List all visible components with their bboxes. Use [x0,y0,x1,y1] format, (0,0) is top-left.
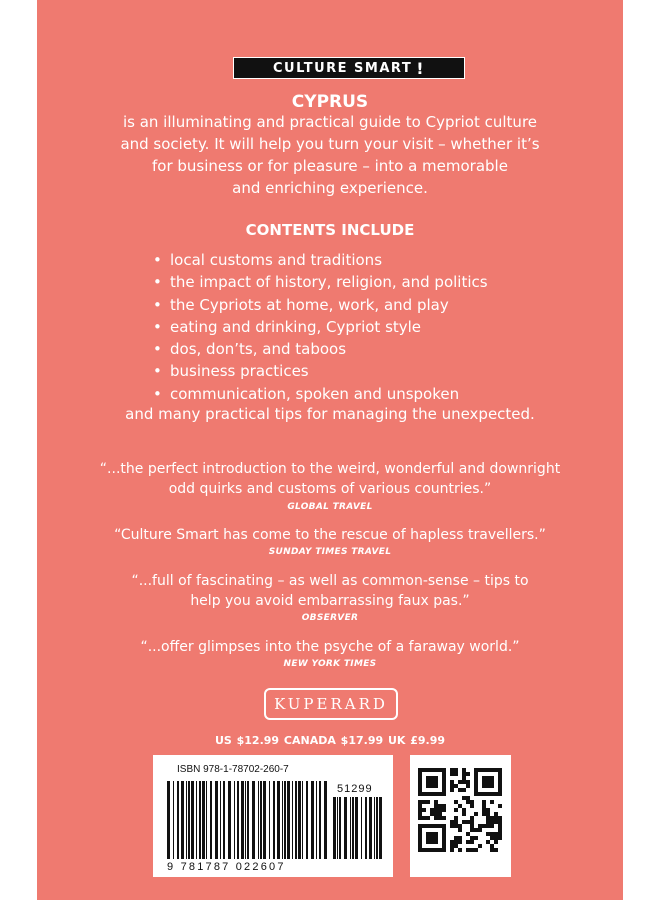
review-quote [67,525,593,545]
quote-line: “Culture Smart has come to the rescue of hapless travellers.” [114,527,546,543]
barcode-panel [153,755,393,877]
quote-source: OBSERVER [301,613,359,623]
contents-list [153,249,488,405]
quote-line: “...full of fascinating – as well as common-sense – tips to [131,573,529,589]
publisher-logo: KUPERARD [264,688,398,720]
review-quote [67,637,593,657]
intro-line: and enriching experience. [232,179,428,197]
contents-item: • business practices [153,360,488,382]
ean-digits: 9 781787 022607 [167,861,286,873]
quote-source: NEW YORK TIMES [283,659,377,669]
intro-line: and society. It will help you turn your visit – whether it’s [120,135,540,153]
brand-exclamation: ! [416,58,426,78]
contents-item: • local customs and traditions [153,249,488,271]
intro-line: is an illuminating and practical guide to Cypriot culture [122,113,538,131]
quote-source: GLOBAL TRAVEL [287,502,373,512]
addon-barcode-icon [333,797,383,859]
back-cover [37,0,623,900]
closing-line: and many practical tips for managing the unexpected. [125,405,535,423]
contents-item: • eating and drinking, Cypriot style [153,316,488,338]
contents-item: • the impact of history, religion, and politics [153,271,488,293]
contents-heading: CONTENTS INCLUDE [245,221,415,239]
price-line: US $12.99 CANADA $17.99 UK £9.99 [214,734,446,747]
qr-panel [410,755,511,877]
barcode-icon [167,781,327,859]
review-quote [67,571,593,611]
contents-item: • the Cypriots at home, work, and play [153,294,488,316]
quote-line: “...the perfect introduction to the weird, wonderful and downright [99,461,561,477]
quote-line: odd quirks and customs of various countries.” [168,481,492,497]
qr-code-icon [418,768,502,852]
isbn-label: ISBN 978-1-78702-260-7 [177,764,289,775]
quote-source: SUNDAY TIMES TRAVEL [268,547,392,557]
contents-item: • communication, spoken and unspoken [153,383,488,405]
book-title: CYPRUS [291,92,369,112]
brand-logo [233,57,465,79]
quote-line: “...offer glimpses into the psyche of a faraway world.” [140,639,520,655]
brand-label: CULTURE SMART [272,60,413,76]
intro-paragraph [97,111,563,199]
quote-line: help you avoid embarrassing faux pas.” [190,593,470,609]
intro-line: for business or for pleasure – into a memorable [152,157,508,175]
contents-item: • dos, don’ts, and taboos [153,338,488,360]
review-quote [67,459,593,499]
barcode-addon-number: 51299 [337,783,373,795]
